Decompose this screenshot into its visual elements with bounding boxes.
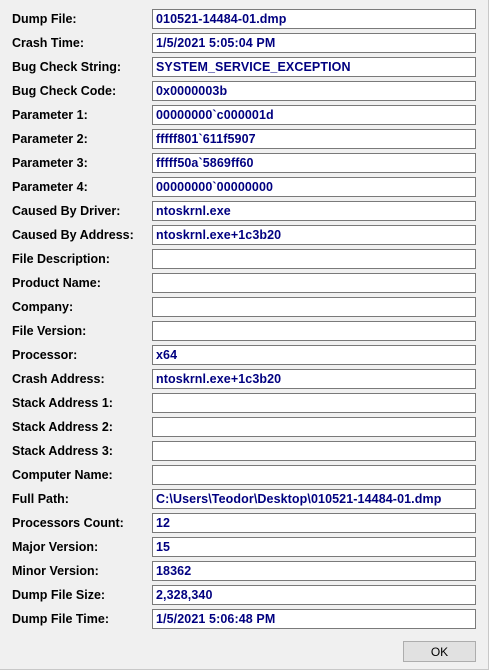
property-row <box>0 368 489 392</box>
property-label: Full Path: <box>12 492 69 506</box>
property-row <box>0 32 489 56</box>
property-row <box>0 344 489 368</box>
property-row <box>0 296 489 320</box>
property-row <box>0 104 489 128</box>
property-row <box>0 128 489 152</box>
property-value-field[interactable]: 12 <box>152 513 476 533</box>
property-row <box>0 224 489 248</box>
property-label: Product Name: <box>12 276 101 290</box>
property-value-field[interactable] <box>152 417 476 437</box>
property-row <box>0 464 489 488</box>
property-row <box>0 536 489 560</box>
property-label: Stack Address 2: <box>12 420 113 434</box>
property-label: Bug Check Code: <box>12 84 117 98</box>
property-value-field[interactable] <box>152 393 476 413</box>
property-label: Stack Address 1: <box>12 396 113 410</box>
property-value-field[interactable]: 1/5/2021 5:06:48 PM <box>152 609 476 629</box>
property-label: Bug Check String: <box>12 60 122 74</box>
property-label: File Version: <box>12 324 87 338</box>
property-value-field[interactable]: 010521-14484-01.dmp <box>152 9 476 29</box>
property-row <box>0 272 489 296</box>
property-label: Company: <box>12 300 74 314</box>
property-row <box>0 152 489 176</box>
property-label: Caused By Driver: <box>12 204 121 218</box>
property-value-field[interactable]: 00000000`00000000 <box>152 177 476 197</box>
property-value-field[interactable]: 00000000`c000001d <box>152 105 476 125</box>
property-label: Processors Count: <box>12 516 124 530</box>
property-value-field[interactable]: 1/5/2021 5:05:04 PM <box>152 33 476 53</box>
property-row <box>0 488 489 512</box>
properties-list <box>0 8 489 632</box>
property-value-field[interactable] <box>152 465 476 485</box>
property-value-field[interactable]: C:\Users\Teodor\Desktop\010521-14484-01.dmp <box>152 489 476 509</box>
property-row <box>0 584 489 608</box>
property-row <box>0 248 489 272</box>
property-value-field[interactable]: ntoskrnl.exe+1c3b20 <box>152 369 476 389</box>
property-value-field[interactable]: 18362 <box>152 561 476 581</box>
property-value-field[interactable]: SYSTEM_SERVICE_EXCEPTION <box>152 57 476 77</box>
property-label: Minor Version: <box>12 564 99 578</box>
property-value-field[interactable] <box>152 321 476 341</box>
property-row <box>0 512 489 536</box>
property-label: Dump File: <box>12 12 77 26</box>
property-label: Caused By Address: <box>12 228 134 242</box>
property-row <box>0 416 489 440</box>
property-row <box>0 80 489 104</box>
property-value-field[interactable]: fffff50a`5869ff60 <box>152 153 476 173</box>
property-label: Dump File Time: <box>12 612 110 626</box>
property-label: Crash Time: <box>12 36 85 50</box>
property-row <box>0 440 489 464</box>
property-row <box>0 8 489 32</box>
property-row <box>0 176 489 200</box>
property-value-field[interactable] <box>152 273 476 293</box>
property-label: Dump File Size: <box>12 588 106 602</box>
property-value-field[interactable]: 2,328,340 <box>152 585 476 605</box>
property-label: Parameter 1: <box>12 108 88 122</box>
property-label: Major Version: <box>12 540 99 554</box>
property-value-field[interactable]: fffff801`611f5907 <box>152 129 476 149</box>
property-value-field[interactable]: ntoskrnl.exe+1c3b20 <box>152 225 476 245</box>
property-value-field[interactable] <box>152 249 476 269</box>
property-row <box>0 200 489 224</box>
property-value-field[interactable]: 15 <box>152 537 476 557</box>
property-value-field[interactable]: 0x0000003b <box>152 81 476 101</box>
property-label: Processor: <box>12 348 78 362</box>
property-value-field[interactable]: ntoskrnl.exe <box>152 201 476 221</box>
property-value-field[interactable] <box>152 441 476 461</box>
property-label: Parameter 3: <box>12 156 88 170</box>
property-row <box>0 56 489 80</box>
property-row <box>0 392 489 416</box>
property-label: Computer Name: <box>12 468 113 482</box>
ok-button[interactable]: OK <box>403 641 476 662</box>
property-value-field[interactable]: x64 <box>152 345 476 365</box>
property-row <box>0 608 489 632</box>
property-label: Parameter 4: <box>12 180 88 194</box>
property-value-field[interactable] <box>152 297 476 317</box>
property-row <box>0 560 489 584</box>
property-label: Crash Address: <box>12 372 105 386</box>
property-row <box>0 320 489 344</box>
property-label: File Description: <box>12 252 110 266</box>
property-label: Stack Address 3: <box>12 444 113 458</box>
property-label: Parameter 2: <box>12 132 88 146</box>
